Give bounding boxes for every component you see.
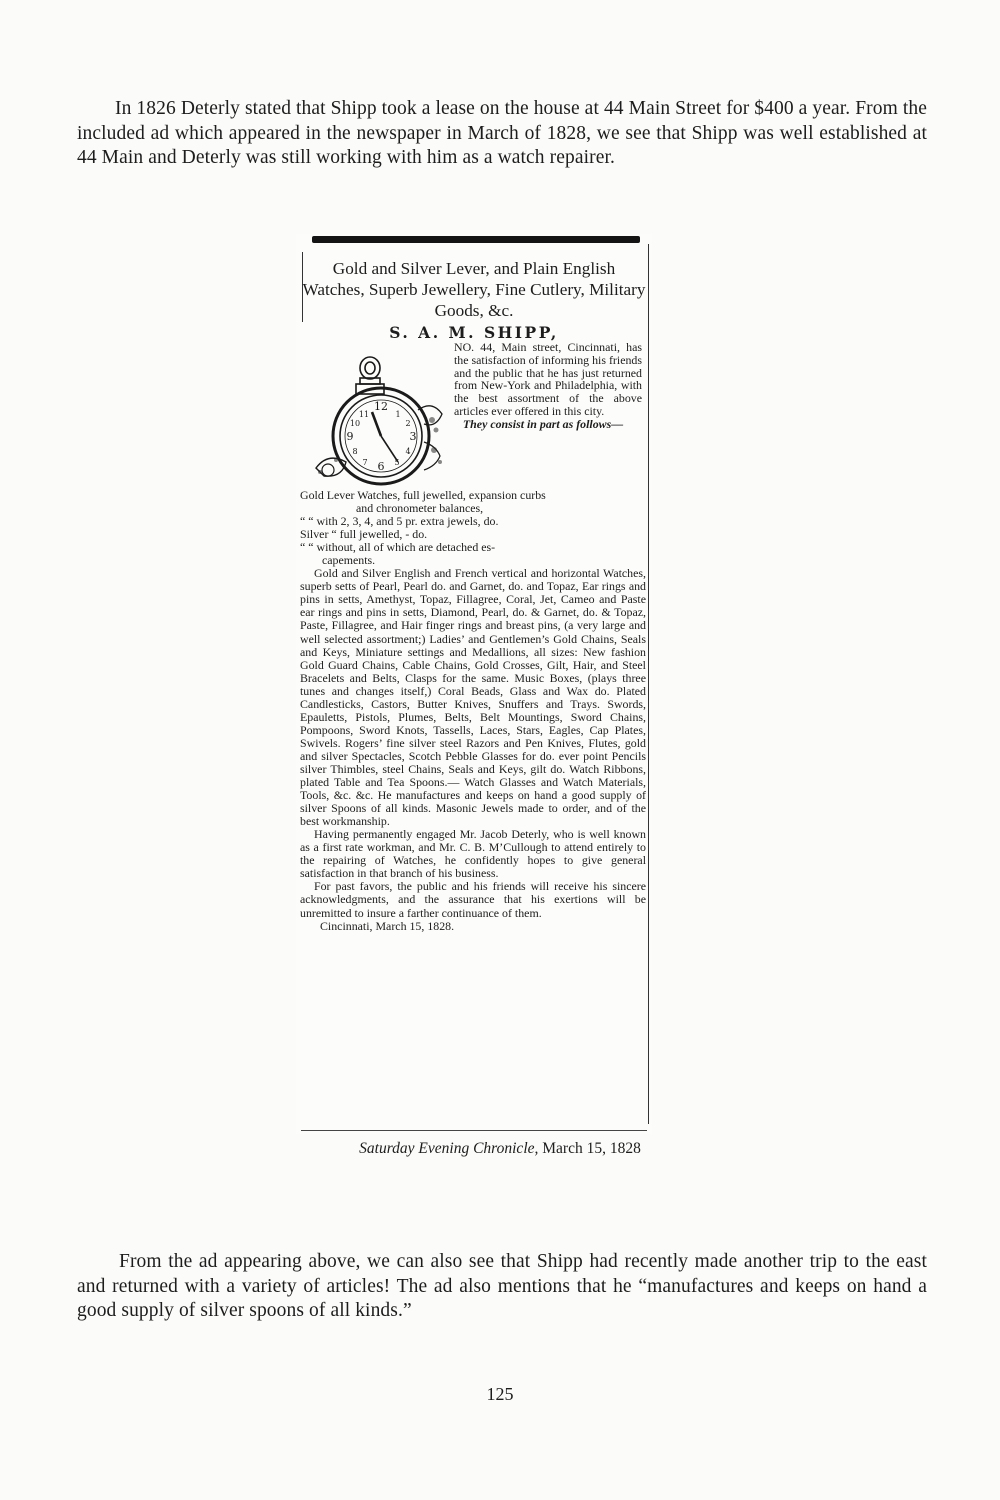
- svg-text:8: 8: [352, 447, 358, 456]
- watch-line: and chronometer balances,: [356, 501, 484, 516]
- ad-merchant-name: S. A. M. SHIPP,: [389, 323, 559, 342]
- ad-closing-paragraph: For past favors, the public and his friends will receive his sincere acknowledgments, and the assurance that his exertions will be unremitted to insure a farther continuance of them.: [300, 879, 646, 920]
- ad-intro-tagline: They consist in part as follows—: [462, 416, 624, 431]
- ad-bottom-rule: [301, 1130, 647, 1131]
- paragraph-analysis: From the ad appearing above, we can also see that Shipp had recently made another trip to the east and returned with a variety of articles! The ad also mentions that he “manufactures and keeps on hand a good supply of silver spoons of all kinds.”: [77, 1251, 927, 1321]
- ad-dateline: Cincinnati, March 15, 1828.: [320, 918, 455, 933]
- ad-intro-text: NO. 44, Main street, Cincinnati, has the satisfaction of informing his friends and the public that he has just returned from New-York and Philadelphia, with the best assortment of the above articles ever offered in this city.: [454, 340, 642, 418]
- ad-caption: [200, 1140, 800, 1158]
- svg-text:7: 7: [362, 458, 368, 467]
- ad-intro: [454, 341, 642, 431]
- caption-date: March 15, 1828: [542, 1140, 641, 1157]
- svg-text:11: 11: [358, 410, 370, 419]
- page-number: 125: [486, 1384, 514, 1404]
- ad-deterly-paragraph: Having permanently engaged Mr. Jacob Deterly, who is well known as a first rate workman, and Mr. C. B. M’Cullough to attend entirely to the repairing of Watches, he confidently hopes to give general satisfaction in that branch of his business.: [300, 827, 646, 881]
- ad-right-rule: [648, 244, 649, 1124]
- svg-text:9: 9: [346, 430, 354, 443]
- svg-text:6: 6: [377, 460, 385, 473]
- ad-body: [300, 489, 646, 933]
- svg-text:1: 1: [395, 410, 401, 419]
- svg-text:10: 10: [349, 419, 361, 428]
- svg-text:2: 2: [405, 419, 411, 428]
- paragraph-intro: In 1826 Deterly stated that Shipp took a lease on the house at 44 Main Street for $400 a year. From the included ad which appeared in the newspaper in March of 1828, we see that Shipp was well established at 44 Main and Deterly was still working with him as a watch repairer.: [77, 98, 927, 168]
- svg-text:3: 3: [409, 430, 417, 443]
- svg-text:12: 12: [374, 400, 388, 413]
- watch-line: “ “ with 2, 3, 4, and 5 pr. extra jewels, do.: [300, 514, 499, 529]
- watch-line: capements.: [322, 553, 376, 568]
- svg-text:4: 4: [405, 447, 411, 456]
- ad-goods-list: Gold and Silver English and French vertical and horizontal Watches, superb setts of Pearl, Pearl do. and Garnet, do. and Topaz, Ear rings and pins in setts, Amethyst, Topaz, Fillagree, Coral, Jet, Cameo and Paste ear rings and pins in setts, Diamond, Pearl, do. & Garnet, do. & Topaz, Paste, Fillagree, and Hair finger rings and breast pins, (a very large and well selected assortment;) Ladies’ and Gentlemen’s Gold Chains, Seals and Keys, Miniature settings and Medallions, all sizes: New fashion Gold Guard Chains, Cable Chains, Gold Crosses, Gilt, Hair, and Steel Bracelets and Belts, Clasps for the same. Music Boxes, (plays three tunes and changes itself,) Coral Beads, Glass and Wax do. Plated Candlesticks, Castors, Butter Knives, Snuffers and Trays. Swords, Epauletts, Pistols, Plumes, Belts, Belt Mountings, Sword Chains, Pompoons, Sword Knots, Tassells, Laces, Stars, Eagles, Cap Plates, Swivels. Rogers’ fine silver steel Razors and Pen Knives, Flutes, gold and silver Spectacles, Scotch Pebble Glasses for do. ever point Pencils silver Thimbles, steel Chains, Seals and Keys, gilt do. Watch Ribbons, plated Table and Tea Spoons.— Watch Glasses and Watch Materials, Tools, &c. &c. He manufactures and keeps on hand a good supply of silver Spoons of all kinds. Masonic Jewels made to order, and of the best workmanship.: [300, 566, 646, 829]
- ad-top-rule: [312, 236, 640, 243]
- watch-line: Silver “ full jewelled, - do.: [300, 527, 428, 542]
- svg-text:5: 5: [394, 458, 400, 467]
- watch-line: “ “ without, all of which are detached es-: [300, 540, 496, 555]
- newspaper-advertisement: [296, 234, 652, 1134]
- watch-line: Gold Lever Watches, full jewelled, expansion curbs: [300, 488, 546, 502]
- ad-headline: Gold and Silver Lever, and Plain English Watches, Superb Jewellery, Fine Cutlery, Military Goods, &c.: [302, 259, 646, 320]
- pocket-watch-icon: [306, 350, 456, 490]
- caption-source: Saturday Evening Chronicle,: [359, 1140, 539, 1157]
